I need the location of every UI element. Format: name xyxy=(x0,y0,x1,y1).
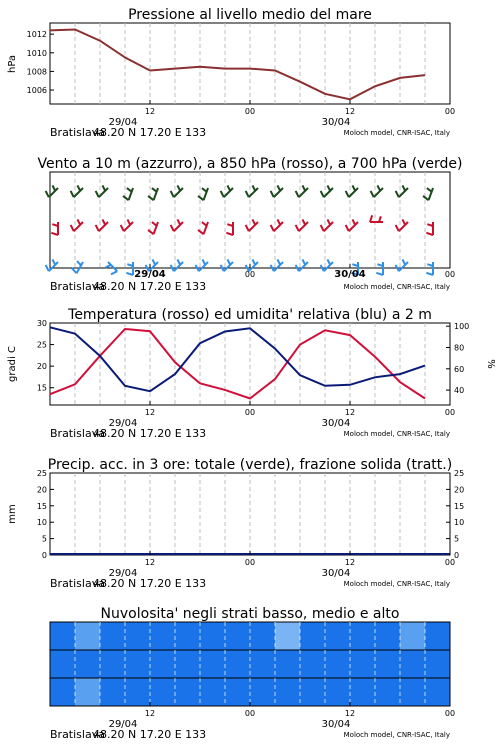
barb-flag xyxy=(121,225,124,231)
cloud-cell xyxy=(75,678,101,706)
y-tick-label: 15 xyxy=(454,501,465,511)
barb-flag xyxy=(46,265,49,271)
barb-flag xyxy=(127,219,130,224)
barb-flag xyxy=(127,188,132,192)
barb-flag xyxy=(371,191,374,197)
y-tick-label: 25 xyxy=(454,469,465,478)
footer-model: Moloch model, CNR-ISAC, Italy xyxy=(343,283,450,291)
y-tick-label: 0 xyxy=(454,551,460,560)
barb-flag xyxy=(327,185,330,190)
barb-flag xyxy=(198,196,204,200)
barb-flag xyxy=(202,259,205,264)
x-tick-label: 12 xyxy=(144,408,156,417)
date-label: 29/04 xyxy=(108,719,138,730)
barb-flag xyxy=(402,185,405,190)
date-label: 30/04 xyxy=(321,418,351,429)
footer-place: Bratislava xyxy=(50,577,105,590)
pressure-frame xyxy=(50,23,450,104)
cloud-cell xyxy=(350,622,376,650)
wind-barb xyxy=(321,219,333,231)
humidity-ylabel: % xyxy=(485,359,496,369)
barb-flag xyxy=(252,259,255,264)
cloud-cell xyxy=(275,678,301,706)
x-tick-label: 12 xyxy=(344,709,356,718)
barb-flag xyxy=(252,219,255,224)
x-tick-label: 12 xyxy=(144,107,156,116)
wind-barb xyxy=(426,222,433,235)
cloud-cell xyxy=(225,650,251,678)
footer-place: Bratislava xyxy=(50,728,105,741)
humidity-series xyxy=(50,327,425,391)
wind-barb xyxy=(221,185,233,197)
wind-barb xyxy=(72,261,83,273)
barb-flag xyxy=(396,191,399,197)
wind-panel xyxy=(37,156,462,280)
temp-panel xyxy=(7,307,496,429)
barb-flag xyxy=(202,188,207,192)
cloud-cell xyxy=(125,622,151,650)
barb-flag xyxy=(321,225,324,231)
barb-flag xyxy=(402,259,405,264)
barb-flag xyxy=(296,265,299,271)
wind-barb xyxy=(171,259,183,271)
cloud-cell xyxy=(375,650,401,678)
y-tick-label: 15 xyxy=(36,501,47,511)
barb-flag xyxy=(71,191,74,197)
cloud-cell xyxy=(425,622,451,650)
x-tick-label: 00 xyxy=(244,709,256,718)
wind-barb xyxy=(121,219,133,231)
barb-flag xyxy=(171,265,174,271)
cloud-cell xyxy=(150,622,176,650)
footer-coords: 48.20 N 17.20 E 133 xyxy=(93,577,207,590)
cloud-cell xyxy=(200,650,226,678)
wind-barb xyxy=(370,215,383,222)
wind-barb xyxy=(96,185,108,197)
cloud-cell xyxy=(100,622,126,650)
y-tick-label: 30 xyxy=(36,319,47,328)
cloud-cell xyxy=(225,622,251,650)
pressure-ylabel: hPa xyxy=(7,54,18,74)
wind-barb xyxy=(271,219,283,231)
cloud-cell xyxy=(125,678,151,706)
barb-flag xyxy=(302,219,305,224)
cloud-cell xyxy=(350,678,376,706)
barb-flag xyxy=(221,265,224,271)
temp-title: Temperatura (rosso) ed umidita' relativa (blu) a 2 m xyxy=(68,307,432,323)
cloud-panel xyxy=(50,606,455,730)
footer-coords: 48.20 N 17.20 E 133 xyxy=(93,280,207,293)
x-tick-label: 00 xyxy=(244,408,256,417)
cloud-cell xyxy=(250,678,276,706)
date-label: 30/04 xyxy=(321,719,351,730)
barb-flag xyxy=(352,185,355,190)
footer-coords: 48.20 N 17.20 E 133 xyxy=(93,126,207,139)
footer-model: Moloch model, CNR-ISAC, Italy xyxy=(343,129,450,137)
precip-panel xyxy=(7,457,464,579)
wind-barb xyxy=(46,185,58,197)
barb-flag xyxy=(302,259,305,264)
wind-barb xyxy=(296,219,308,231)
barb-flag xyxy=(152,259,155,264)
temp-ylabel: gradi C xyxy=(7,346,18,382)
wind-barb xyxy=(196,259,208,271)
barb-flag xyxy=(327,259,330,264)
cloud-cell xyxy=(325,622,351,650)
wind-barb xyxy=(396,259,408,271)
cloud-cell xyxy=(400,650,426,678)
footer-coords: 48.20 N 17.20 E 133 xyxy=(93,427,207,440)
barb-flag xyxy=(96,191,99,197)
wind-barb xyxy=(371,185,383,197)
x-tick-label: 12 xyxy=(344,408,356,417)
y-tick-label: 10 xyxy=(454,518,465,528)
x-tick-label: 12 xyxy=(144,558,156,567)
barb-flag xyxy=(246,225,249,231)
footer-model: Moloch model, CNR-ISAC, Italy xyxy=(343,430,450,438)
barb-flag xyxy=(252,185,255,190)
wind-barb xyxy=(321,185,333,197)
precip-ylabel: mm xyxy=(7,504,18,524)
x-tick-label: 00 xyxy=(244,270,256,279)
date-label: 29/04 xyxy=(108,418,138,429)
x-tick-label: 30/04 xyxy=(334,269,366,280)
barb-flag xyxy=(177,185,180,190)
y-tick-label: 0 xyxy=(41,551,47,560)
barb-flag xyxy=(277,259,280,264)
x-tick-label: 00 xyxy=(444,270,456,279)
barb-flag xyxy=(77,261,81,265)
cloud-cell xyxy=(350,650,376,678)
barb-flag xyxy=(352,219,355,224)
y-tick-label: 10 xyxy=(36,518,47,528)
x-tick-label: 12 xyxy=(344,558,356,567)
date-label: 30/04 xyxy=(321,568,351,579)
barb-flag xyxy=(177,259,180,264)
barb-flag xyxy=(377,185,380,190)
y-tick-label: 80 xyxy=(454,343,465,353)
footer-place: Bratislava xyxy=(50,427,105,440)
barb-flag xyxy=(102,219,105,224)
wind-barb xyxy=(346,219,358,231)
barb-flag xyxy=(321,191,324,197)
pressure-series xyxy=(50,30,425,100)
cloud-cell xyxy=(75,622,101,650)
barb-flag xyxy=(321,265,324,271)
barb-flag xyxy=(148,196,154,200)
wind-barb xyxy=(271,259,283,271)
x-tick-label: 12 xyxy=(144,709,156,718)
barb-flag xyxy=(72,268,77,273)
cloud-cell xyxy=(375,678,401,706)
wind-barb xyxy=(221,259,233,271)
cloud-cell xyxy=(325,650,351,678)
y-tick-label: 60 xyxy=(454,364,465,374)
barb-flag xyxy=(202,222,207,226)
footer-model: Moloch model, CNR-ISAC, Italy xyxy=(343,580,450,588)
footer-place: Bratislava xyxy=(50,280,105,293)
cloud-cell xyxy=(175,678,201,706)
wind-barb xyxy=(46,259,58,271)
cloud-cell xyxy=(150,678,176,706)
precip-title: Precip. acc. in 3 ore: totale (verde), frazione solida (tratt.) xyxy=(47,457,453,473)
wind-barb xyxy=(296,185,308,197)
wind-barb xyxy=(246,185,258,197)
wind-barb xyxy=(246,219,258,231)
cloud-cell xyxy=(300,622,326,650)
y-tick-label: 1012 xyxy=(26,30,47,40)
barb-flag xyxy=(96,225,99,231)
y-tick-label: 1008 xyxy=(26,67,47,77)
barb-flag xyxy=(271,191,274,197)
barb-flag xyxy=(171,225,174,231)
cloud-cell xyxy=(50,650,76,678)
barb-flag xyxy=(177,219,180,224)
y-tick-label: 20 xyxy=(36,362,47,372)
barb-flag xyxy=(296,191,299,197)
barb-flag xyxy=(148,230,154,234)
wind-barb xyxy=(96,219,108,231)
wind-barb xyxy=(396,219,408,231)
y-tick-label: 20 xyxy=(36,485,47,495)
footer-place: Bratislava xyxy=(50,126,105,139)
barb-flag xyxy=(271,225,274,231)
barb-flag xyxy=(198,230,204,234)
cloud-cell xyxy=(100,650,126,678)
barb-flag xyxy=(152,222,157,226)
cloud-cell xyxy=(200,622,226,650)
barb-flag xyxy=(102,185,105,190)
cloud-cell xyxy=(325,678,351,706)
cloud-cell xyxy=(425,678,451,706)
wind-barb xyxy=(51,222,58,235)
barb-flag xyxy=(227,185,230,190)
cloud-cell xyxy=(225,678,251,706)
date-label: 30/04 xyxy=(321,117,351,128)
date-label: 29/04 xyxy=(108,117,138,128)
wind-barb xyxy=(346,185,358,197)
y-tick-label: 15 xyxy=(36,383,47,393)
wind-title: Vento a 10 m (azzurro), a 850 hPa (rosso), a 700 hPa (verde) xyxy=(37,156,463,172)
cloud-cell xyxy=(50,678,76,706)
y-tick-label: 25 xyxy=(36,340,47,350)
barb-flag xyxy=(346,225,349,231)
barb-flag xyxy=(52,185,55,190)
cloud-cell xyxy=(250,622,276,650)
barb-flag xyxy=(402,219,405,224)
wind-barb xyxy=(396,185,408,197)
cloud-cell xyxy=(200,678,226,706)
footer-model: Moloch model, CNR-ISAC, Italy xyxy=(343,731,450,739)
barb-flag xyxy=(71,225,74,231)
wind-barb xyxy=(171,185,183,197)
x-tick-label: 12 xyxy=(344,107,356,116)
barb-flag xyxy=(277,219,280,224)
pressure-title: Pressione al livello medio del mare xyxy=(128,7,372,23)
cloud-cell xyxy=(150,650,176,678)
barb-flag xyxy=(221,191,224,197)
cloud-cell xyxy=(375,622,401,650)
precip-frame xyxy=(50,473,450,555)
y-tick-label: 40 xyxy=(454,386,465,396)
cloud-cell xyxy=(300,678,326,706)
y-tick-label: 1010 xyxy=(26,48,47,58)
cloud-cell xyxy=(400,622,426,650)
cloud-cell xyxy=(175,650,201,678)
barb-flag xyxy=(52,259,55,264)
barb-flag xyxy=(152,188,157,192)
barb-flag xyxy=(396,225,399,231)
y-tick-label: 1006 xyxy=(26,86,47,96)
barb-flag xyxy=(396,265,399,271)
cloud-cell xyxy=(50,622,76,650)
barb-flag xyxy=(111,271,117,274)
x-tick-label: 00 xyxy=(244,558,256,567)
barb-flag xyxy=(123,196,129,200)
barb-flag xyxy=(296,225,299,231)
wind-barb xyxy=(226,222,233,235)
cloud-cell xyxy=(175,622,201,650)
cloud-cell xyxy=(75,650,101,678)
barb-flag xyxy=(171,191,174,197)
barb-flag xyxy=(327,219,330,224)
y-tick-label: 5 xyxy=(454,534,460,544)
barb-flag xyxy=(46,191,49,197)
barb-flag xyxy=(302,185,305,190)
barb-flag xyxy=(105,265,110,268)
barb-flag xyxy=(423,196,429,200)
wind-barb xyxy=(296,259,308,271)
cloud-cell xyxy=(100,678,126,706)
x-tick-label: 00 xyxy=(444,107,456,116)
x-tick-label: 00 xyxy=(444,558,456,567)
cloud-cell xyxy=(300,650,326,678)
cloud-cell xyxy=(425,650,451,678)
wind-barb xyxy=(71,185,83,197)
wind-barb xyxy=(171,219,183,231)
y-tick-label: 5 xyxy=(41,534,47,544)
barb-flag xyxy=(271,265,274,271)
x-tick-label: 29/04 xyxy=(134,269,166,280)
cloud-cell xyxy=(250,650,276,678)
barb-flag xyxy=(427,188,432,192)
barb-flag xyxy=(246,191,249,197)
barb-flag xyxy=(346,191,349,197)
y-tick-label: 25 xyxy=(36,469,47,478)
y-tick-label: 20 xyxy=(454,485,465,495)
cloud-cell xyxy=(275,622,301,650)
cloud-cell xyxy=(275,650,301,678)
x-tick-label: 00 xyxy=(444,408,456,417)
pressure-panel xyxy=(7,7,455,128)
x-tick-label: 00 xyxy=(244,107,256,116)
cloud-cell xyxy=(400,678,426,706)
x-tick-label: 00 xyxy=(444,709,456,718)
temp-frame xyxy=(50,323,450,405)
y-tick-label: 100 xyxy=(454,322,470,332)
barb-flag xyxy=(227,259,230,264)
barb-flag xyxy=(77,219,80,224)
wind-barb xyxy=(321,259,333,271)
footer-coords: 48.20 N 17.20 E 133 xyxy=(93,728,207,741)
barb-flag xyxy=(77,185,80,190)
barb-flag xyxy=(277,185,280,190)
cloud-title: Nuvolosita' negli strati basso, medio e alto xyxy=(100,606,400,622)
wind-barb xyxy=(271,185,283,197)
date-label: 29/04 xyxy=(108,568,138,579)
cloud-cell xyxy=(125,650,151,678)
barb-flag xyxy=(196,265,199,271)
wind-barb xyxy=(71,219,83,231)
